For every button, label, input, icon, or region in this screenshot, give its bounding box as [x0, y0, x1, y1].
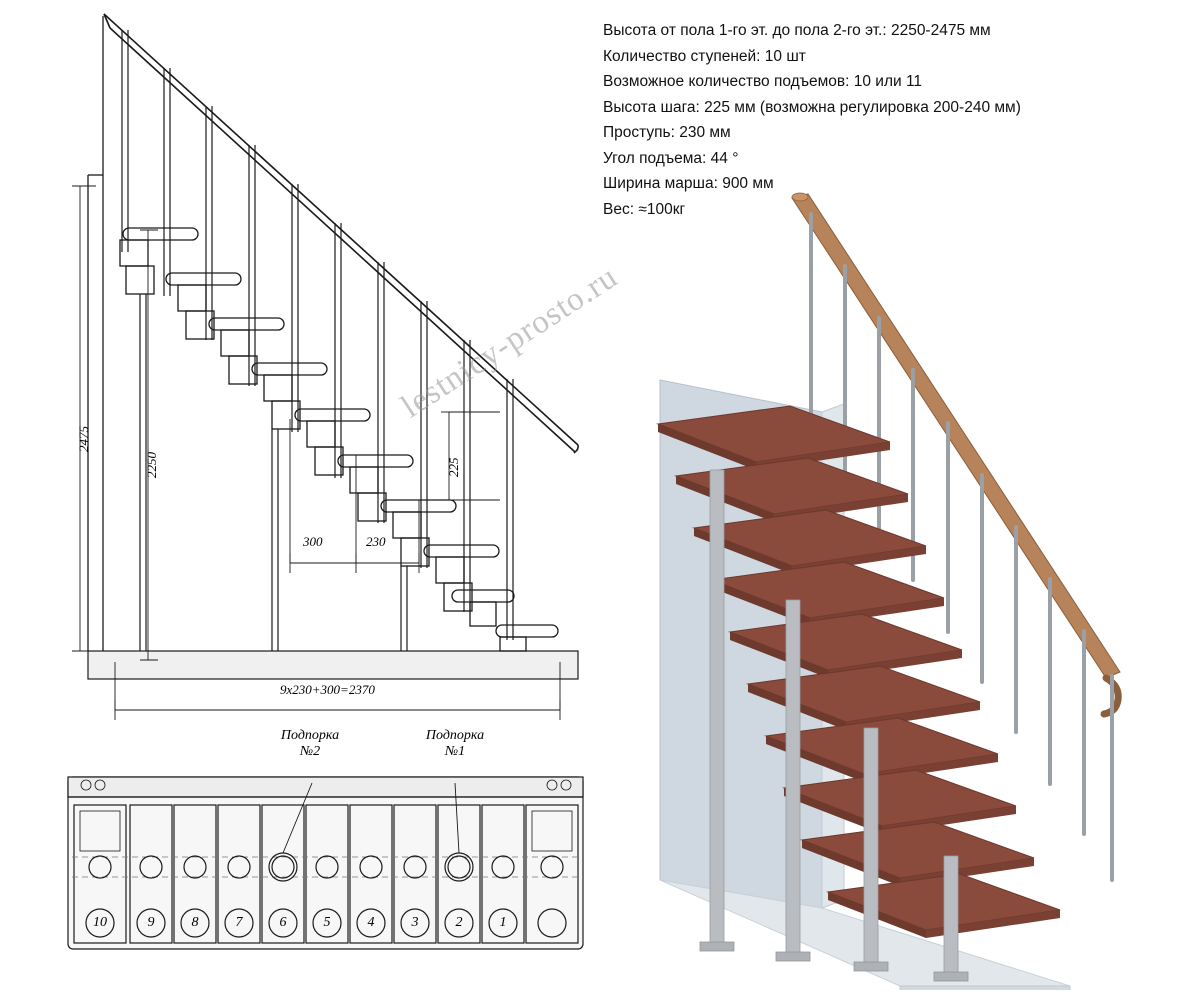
plan-step-number-6: 6 [279, 915, 287, 930]
support-columns [140, 294, 407, 651]
stair-3d-render [600, 180, 1191, 990]
wall-edge [88, 16, 103, 651]
callout-support-1-title: Подпорка [425, 728, 485, 743]
plan-step-number-1: 1 [499, 915, 507, 930]
elevation-drawing [0, 0, 600, 760]
spec-line-step-count: Количество ступеней: 10 шт [603, 47, 806, 65]
plan-svg [60, 745, 600, 990]
plan-step-number-7: 7 [235, 915, 243, 930]
plan-step-number-4: 4 [367, 915, 375, 930]
spec-line-angle: Угол подъема: 44 ° [603, 149, 739, 167]
dim-first-run: 300 [303, 534, 323, 549]
watermark: lestnicy-prosto.ru [395, 258, 625, 426]
treads [120, 228, 558, 651]
elevation-svg [0, 0, 600, 760]
callout-support-1-number: №1 [444, 744, 466, 759]
dim-riser: 225 [446, 457, 461, 477]
callout-support-2-title: Подпорка [280, 728, 340, 743]
callout-support-2-number: №2 [299, 744, 321, 759]
dim-going: 230 [366, 534, 386, 549]
plan-step-number-3: 3 [411, 915, 419, 930]
dim-total-run: 9x230+300=2370 [280, 682, 375, 697]
floor-slab [88, 651, 578, 679]
callout-support-1 [385, 728, 525, 760]
spec-line-total-height: Высота от пола 1-го эт. до пола 2-го эт.: 2250-2475 мм [603, 22, 991, 39]
dim-floor-height: 2250 [144, 452, 159, 478]
spec-line-tread: Проступь: 230 мм [603, 124, 731, 141]
plan-drawing [60, 728, 600, 990]
spec-line-weight: Вес: ≈100кг [603, 200, 686, 218]
plan-step-number-10: 10 [93, 915, 107, 930]
plan-step-number-9: 9 [147, 915, 155, 930]
spec-line-step-height: Высота шага: 225 мм (возможна регулировка 200-240 мм) [603, 98, 1021, 116]
plan-step-number-5: 5 [323, 915, 331, 930]
dim-total-height: 2475 [76, 426, 91, 452]
spec-line-riser-count: Возможное количество подъемов: 10 или 11 [603, 73, 923, 90]
callout-support-2 [240, 728, 380, 760]
spec-line-width: Ширина марша: 900 мм [603, 175, 774, 192]
plan-step-number-8: 8 [191, 915, 199, 930]
render-svg [600, 180, 1191, 990]
plan-step-number-2: 2 [455, 915, 463, 930]
